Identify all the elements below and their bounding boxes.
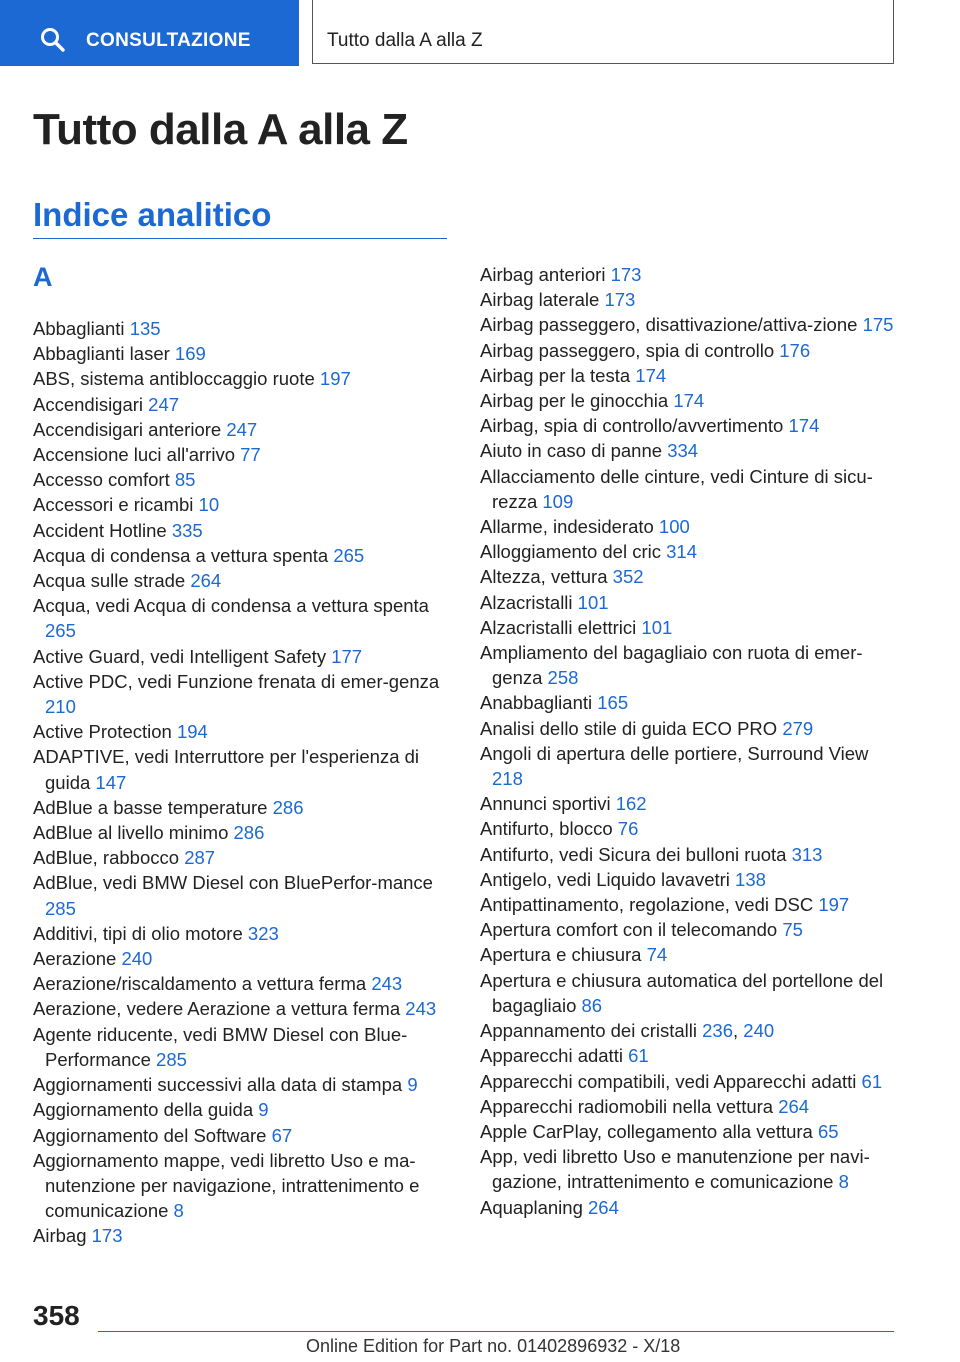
index-entry-text: Allarme, indesiderato xyxy=(480,516,654,538)
page-link[interactable]: 75 xyxy=(782,919,803,941)
index-entry-text: Annunci sportivi xyxy=(480,793,611,815)
page-number: 358 xyxy=(33,1300,80,1331)
page-link[interactable]: 176 xyxy=(779,339,811,361)
page-link[interactable]: 258 xyxy=(547,667,579,689)
page-link[interactable]: 264 xyxy=(190,570,222,592)
index-entry-text: Apple CarPlay, collegamento alla vettura xyxy=(480,1120,813,1142)
index-entry xyxy=(480,1094,900,1119)
section-divider xyxy=(33,238,447,239)
index-entry xyxy=(480,615,900,640)
page-link[interactable]: 173 xyxy=(604,289,636,311)
index-entry xyxy=(33,442,453,467)
page-link[interactable]: 10 xyxy=(198,494,220,516)
page-link[interactable]: 162 xyxy=(615,793,647,815)
index-entry xyxy=(480,539,900,564)
index-entry xyxy=(33,946,453,971)
index-entry xyxy=(33,568,453,593)
index-entry xyxy=(480,287,900,312)
index-entry xyxy=(480,1043,900,1068)
page-link[interactable]: 109 xyxy=(542,490,574,512)
index-entry xyxy=(480,942,900,967)
index-entry xyxy=(480,564,900,589)
index-entry-text: Accesso comfort xyxy=(33,469,170,491)
index-entry-text: Active PDC, vedi Funzione frenata di emer-genza xyxy=(33,670,440,692)
index-entry-text: Altezza, vettura xyxy=(480,566,608,588)
index-entry xyxy=(33,1072,453,1097)
index-entry xyxy=(480,791,900,816)
index-entry xyxy=(33,996,453,1021)
top-bar xyxy=(0,0,960,66)
page-link[interactable]: 218 xyxy=(492,768,523,790)
page-link[interactable]: 265 xyxy=(333,544,365,566)
index-entry xyxy=(480,1119,900,1144)
page-link[interactable]: 8 xyxy=(173,1200,184,1222)
index-entry xyxy=(33,467,453,492)
page-link[interactable]: 236 xyxy=(702,1020,734,1042)
index-entry-text: Agente riducente, vedi BMW Diesel con Blue-Performance xyxy=(33,1023,408,1070)
page-link[interactable]: 279 xyxy=(782,717,814,739)
page-link[interactable]: 314 xyxy=(666,541,697,563)
index-entry xyxy=(480,968,900,1018)
page-link[interactable]: 138 xyxy=(735,868,766,890)
index-entry-text: Accessori e ricambi xyxy=(33,494,194,516)
breadcrumb[interactable] xyxy=(312,0,894,64)
page-link[interactable]: 9 xyxy=(407,1074,418,1096)
index-entry xyxy=(480,716,900,741)
index-entry xyxy=(33,316,453,341)
index-entry xyxy=(33,417,453,442)
index-entry xyxy=(480,388,900,413)
page-link[interactable]: 74 xyxy=(646,944,668,966)
index-entry xyxy=(480,590,900,615)
index-entry-text: Airbag, spia di controllo/avvertimento xyxy=(480,415,784,437)
index-entry xyxy=(33,1148,453,1224)
index-entry-text: ADAPTIVE, vedi Interruttore per l'esperienza di guida xyxy=(33,746,420,793)
index-entry-text: Airbag anteriori xyxy=(480,264,606,285)
index-entry-text: Alzacristalli elettrici xyxy=(480,616,637,638)
page-link[interactable]: 76 xyxy=(617,818,639,840)
index-entry-text: Aquaplaning xyxy=(480,1196,583,1218)
index-entry-text: Aggiornamento della guida xyxy=(33,1099,254,1121)
index-entry-text: Apertura e chiusura automatica del portellone del bagagliaio xyxy=(480,969,884,1016)
index-entry-text: Airbag passeggero, disattivazione/attiva-zione xyxy=(480,314,858,336)
index-entry-text: Aiuto in caso di panne xyxy=(480,440,663,462)
index-entry-text: Active Guard, vedi Intelligent Safety xyxy=(33,645,327,667)
index-entry-text: Airbag per le ginocchia xyxy=(480,390,669,412)
index-entry xyxy=(480,816,900,841)
index-entry-text: Apparecchi radiomobili nella vettura xyxy=(480,1095,774,1117)
page-title: Tutto dalla A alla Z xyxy=(33,105,408,154)
index-entry xyxy=(480,1144,900,1194)
index-entry-text: Antipattinamento, regolazione, vedi DSC xyxy=(480,894,814,916)
index-entry-text: Acqua sulle strade xyxy=(33,570,186,592)
index-entry xyxy=(33,644,453,669)
page-link[interactable]: 194 xyxy=(176,721,208,743)
index-entry xyxy=(33,593,453,643)
index-entry-text: Additivi, tipi di olio motore xyxy=(33,922,243,944)
index-entry-text: Aggiornamento del Software xyxy=(33,1124,267,1146)
index-entry xyxy=(480,1069,900,1094)
index-entry xyxy=(480,438,900,463)
index-entry xyxy=(480,464,900,514)
page-link[interactable]: 9 xyxy=(258,1099,269,1121)
index-entry-text: Accensione luci all'arrivo xyxy=(33,444,235,466)
index-entry xyxy=(480,741,900,791)
footer-divider xyxy=(98,1331,894,1332)
index-column-right xyxy=(480,262,900,1220)
footer-edition: Online Edition for Part no. 01402896932 - X/18 xyxy=(306,1336,681,1356)
index-entry xyxy=(480,363,900,388)
page-link[interactable]: 86 xyxy=(581,994,603,1016)
index-entry-text: Antifurto, vedi Sicura dei bulloni ruota xyxy=(480,843,787,865)
index-entry-text: Acqua, vedi Acqua di condensa a vettura spenta xyxy=(33,595,429,617)
page-link[interactable]: 85 xyxy=(174,469,196,491)
index-entry xyxy=(480,413,900,438)
index-entry xyxy=(480,338,900,363)
page-link[interactable]: 352 xyxy=(612,566,644,588)
page-link[interactable]: 174 xyxy=(788,415,820,437)
index-entry-text: Apertura comfort con il telecomando xyxy=(480,919,778,941)
page-link[interactable]: 285 xyxy=(45,897,76,919)
index-entry-text: Airbag per la testa xyxy=(480,364,631,386)
page-link[interactable]: 334 xyxy=(667,440,699,462)
page-link[interactable]: 101 xyxy=(577,591,609,613)
section-title: Indice analitico xyxy=(33,196,272,233)
index-entry xyxy=(33,341,453,366)
index-entry-text: AdBlue, vedi BMW Diesel con BluePerfor-mance xyxy=(33,872,433,894)
index-entry xyxy=(480,262,900,287)
page-link[interactable]: 243 xyxy=(371,973,403,995)
index-entry-text: AdBlue al livello minimo xyxy=(33,822,229,844)
index-entry xyxy=(33,366,453,391)
index-entry xyxy=(33,518,453,543)
index-entry xyxy=(480,842,900,867)
index-entry xyxy=(480,892,900,917)
index-entry-text: App, vedi libretto Uso e manutenzione per navi-gazione, intrattenimento e comunicazione xyxy=(480,1146,870,1193)
index-column-left xyxy=(33,316,453,1249)
index-entry-text: Airbag passeggero, spia di controllo xyxy=(480,339,775,361)
page-link[interactable]: 335 xyxy=(171,519,203,541)
page-link[interactable]: 247 xyxy=(148,393,180,415)
search-icon xyxy=(40,27,66,53)
index-entry xyxy=(480,690,900,715)
page-link[interactable]: 240 xyxy=(743,1020,775,1042)
index-entry-text: Alzacristalli xyxy=(480,591,573,613)
index-entry-text: Alloggiamento del cric xyxy=(480,541,661,563)
index-entry-text: Apertura e chiusura xyxy=(480,944,642,966)
index-entry-text: Apparecchi adatti xyxy=(480,1045,623,1067)
page-link[interactable]: 147 xyxy=(95,771,127,793)
page-link[interactable]: 67 xyxy=(271,1124,293,1146)
index-entry-text: Antigelo, vedi Liquido lavavetri xyxy=(480,868,730,890)
page-link[interactable]: 175 xyxy=(862,314,894,336)
page-link[interactable]: 197 xyxy=(818,894,850,916)
index-entry xyxy=(33,669,453,719)
page-link[interactable]: 173 xyxy=(610,264,642,285)
page-link[interactable]: 264 xyxy=(588,1196,619,1218)
index-entry-text: Allacciamento delle cinture, vedi Cinture di sicu-rezza xyxy=(480,465,873,512)
index-entry-text: Appannamento dei cristalli xyxy=(480,1020,697,1042)
index-entry-text: Abbaglianti laser xyxy=(33,343,170,365)
index-entry xyxy=(33,971,453,996)
index-entry-text: Analisi dello stile di guida ECO PRO xyxy=(480,717,778,739)
index-entry-text: ABS, sistema antibloccaggio ruote xyxy=(33,368,315,390)
page-link[interactable]: 313 xyxy=(791,843,823,865)
page-link[interactable]: 173 xyxy=(91,1225,123,1247)
index-entry-text: AdBlue a basse temperature xyxy=(33,796,268,818)
index-entry xyxy=(33,1022,453,1072)
index-entry-text: Accendisigari xyxy=(33,393,144,415)
index-entry xyxy=(33,744,453,794)
index-entry xyxy=(33,1223,453,1248)
page-link[interactable]: 165 xyxy=(597,692,629,714)
page-link[interactable]: 286 xyxy=(233,822,265,844)
index-entry-text: Anabbaglianti xyxy=(480,692,593,714)
page-link[interactable]: 65 xyxy=(817,1120,839,1142)
index-entry xyxy=(33,392,453,417)
page-link[interactable]: 265 xyxy=(45,620,76,642)
index-entry-text: Aerazione xyxy=(33,948,117,970)
index-entry xyxy=(33,870,453,920)
page-link[interactable]: 100 xyxy=(658,516,690,538)
index-entry-text: Aggiornamento mappe, vedi libretto Uso e ma-nutenzione per navigazione, intrattenimento e comunicazione xyxy=(33,1149,420,1222)
page-link[interactable]: 264 xyxy=(778,1095,810,1117)
page-link[interactable]: 8 xyxy=(838,1171,849,1193)
page-link[interactable]: 240 xyxy=(121,948,153,970)
page-link[interactable]: 177 xyxy=(331,645,363,667)
index-entry xyxy=(33,543,453,568)
index-entry-text: Aerazione, vedere Aerazione a vettura ferma xyxy=(33,998,401,1020)
consultazione-label: CONSULTAZIONE xyxy=(86,30,251,51)
consultazione-button[interactable] xyxy=(0,0,299,66)
page-link[interactable]: 169 xyxy=(174,343,206,365)
index-entry xyxy=(33,1097,453,1122)
index-entry xyxy=(480,1195,900,1220)
index-entry-text: Abbaglianti xyxy=(33,318,125,339)
index-entry-text: Aerazione/riscaldamento a vettura ferma xyxy=(33,973,367,995)
page-link[interactable]: 101 xyxy=(641,616,673,638)
index-entry-text: Active Protection xyxy=(33,721,172,743)
index-entry xyxy=(33,845,453,870)
index-entry xyxy=(480,312,900,337)
index-letter: A xyxy=(33,262,53,292)
index-entry-text: Airbag xyxy=(33,1225,87,1247)
index-entry-text: Airbag laterale xyxy=(480,289,600,311)
page-link[interactable]: 286 xyxy=(272,796,304,818)
page-link[interactable]: 77 xyxy=(240,444,261,466)
index-entry-text: Antifurto, blocco xyxy=(480,818,613,840)
index-entry: Appannamento dei cristalli 236, 240 xyxy=(480,1020,775,1042)
page-link[interactable]: 247 xyxy=(226,418,258,440)
page-link[interactable]: 323 xyxy=(247,922,279,944)
page-link[interactable]: 61 xyxy=(628,1045,649,1067)
index-entry xyxy=(33,1123,453,1148)
page-link[interactable]: 210 xyxy=(45,696,76,718)
index-entry-text: Angoli di apertura delle portiere, Surround View xyxy=(480,742,869,764)
index-entry-text: Acqua di condensa a vettura spenta xyxy=(33,544,329,566)
breadcrumb-text: Tutto dalla A alla Z xyxy=(327,30,483,51)
index-entry xyxy=(33,492,453,517)
index-entry xyxy=(33,719,453,744)
index-entry-text: Aggiornamenti successivi alla data di stampa xyxy=(33,1074,403,1096)
page-link[interactable]: 197 xyxy=(319,368,351,390)
index-entry xyxy=(33,921,453,946)
index-entry xyxy=(480,640,900,690)
index-entry-text: Accident Hotline xyxy=(33,519,167,541)
index-entry-text: Ampliamento del bagagliaio con ruota di emer-genza xyxy=(480,642,863,689)
page-link[interactable]: 285 xyxy=(156,1048,187,1070)
page-link[interactable]: 174 xyxy=(635,364,667,386)
index-entry-text: AdBlue, rabbocco xyxy=(33,847,180,869)
page-link[interactable]: 287 xyxy=(184,847,216,869)
index-entry-text: Apparecchi compatibili, vedi Apparecchi adatti xyxy=(480,1070,857,1092)
index-entry xyxy=(480,514,900,539)
index-entry xyxy=(480,867,900,892)
page-link[interactable]: 174 xyxy=(673,390,705,412)
index-entry-text: Accendisigari anteriore xyxy=(33,418,222,440)
index-entry xyxy=(480,917,900,942)
page-link[interactable]: 61 xyxy=(861,1070,883,1092)
page-link[interactable]: 243 xyxy=(405,998,437,1020)
page-link[interactable]: 135 xyxy=(129,318,161,339)
index-entry xyxy=(33,795,453,820)
index-entry xyxy=(33,820,453,845)
